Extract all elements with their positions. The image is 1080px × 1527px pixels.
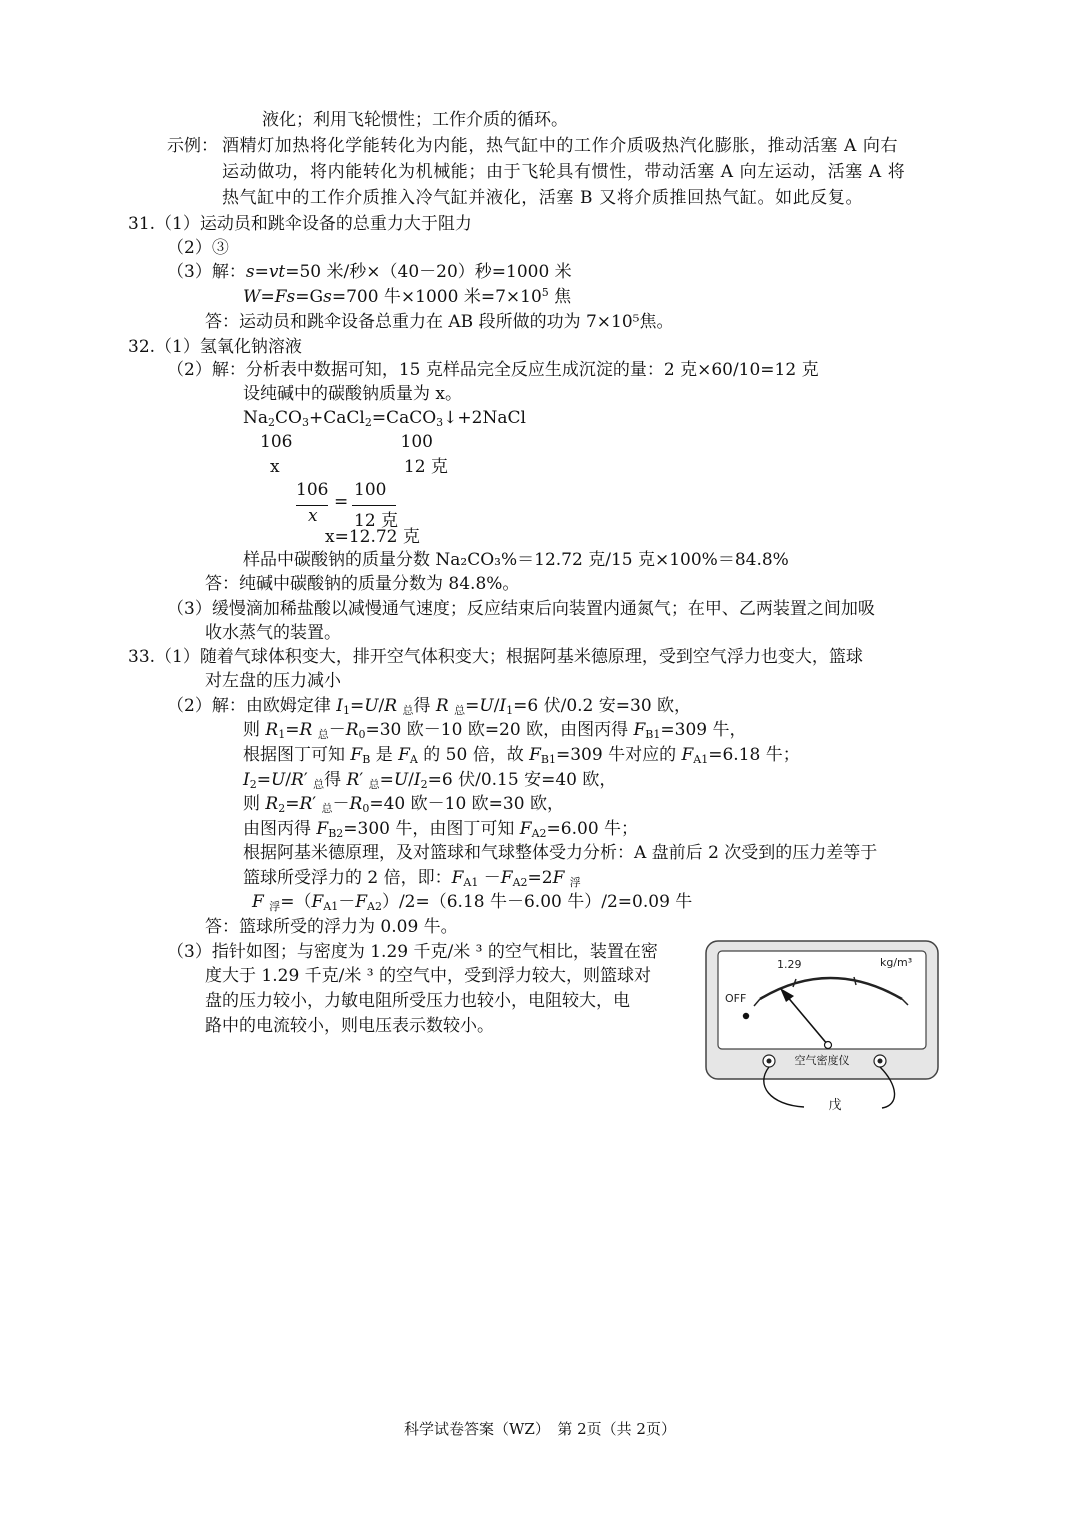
q33-part2-line2: 则 $R_1=R$ $_总-R_0=30$ 欧－10 欧=20 欧，由图丙得 $F_{B1}=309$ 牛， bbox=[243, 720, 747, 741]
right-numerator: 100 bbox=[354, 480, 387, 500]
q33-part3-line2: 度大于 1.29 千克/米 ³ 的空气中，受到浮力较大，则篮球对 bbox=[205, 966, 652, 986]
q33-part2-line9: F $_浮=(F_{A1}-F_{A2})/2=(6.18$ 牛－6.00 牛）/2=0.09 牛 bbox=[252, 892, 693, 913]
chemical-equation: $Na_2CO_3+CaCl_2=CaCO_3↓+2NaCl$ bbox=[243, 408, 526, 429]
q31-part1: 31.（1）运动员和跳伞设备的总重力大于阻力 bbox=[128, 214, 472, 234]
unknown-row: x 12 克 bbox=[270, 457, 448, 477]
q33-part2-line1: （2）解：由欧姆定律 $I_1=U/R$ $_总$得 R $_总=U/I_1=6$ 伏/0.2 安=30 欧， bbox=[167, 696, 692, 717]
figure-caption: 戊 bbox=[828, 1098, 842, 1113]
q33-part3-line3: 盘的压力较小，力敏电阻所受压力也较小，电阻较大，电 bbox=[205, 991, 630, 1011]
left-denominator: x bbox=[308, 506, 318, 526]
q33-part2-line7: 根据阿基米德原理，及对篮球和气球整体受力分析：A 盘前后 2 次受到的压力差等于 bbox=[243, 843, 878, 863]
mass-fraction-line: 样品中碳酸钠的质量分数 Na₂CO₃%＝12.72 克/15 克×100%＝84.8% bbox=[243, 550, 789, 570]
q33-answer: 答：篮球所受的浮力为 0.09 牛。 bbox=[205, 917, 458, 937]
text-line: 液化；利用飞轮惯性；工作介质的循环。 bbox=[262, 110, 568, 130]
q33-part3-line1: （3）指针如图；与密度为 1.29 千克/米 ³ 的空气相比，装置在密 bbox=[167, 942, 658, 962]
solution-result: x=12.72 克 bbox=[325, 527, 420, 547]
q31-part3-line1: （3）解：s=vt=50 米/秒×（40－20）秒=1000 米 bbox=[167, 262, 572, 282]
right-denominator: 12 克 bbox=[354, 511, 399, 531]
indicator-dot bbox=[743, 1013, 749, 1019]
off-label: OFF bbox=[725, 992, 747, 1005]
left-numerator: 106 bbox=[296, 480, 329, 500]
text-line: 运动做功，将内能转化为机械能；由于飞轮具有惯性，带动活塞 A 向左运动，活塞 A 将 bbox=[222, 162, 906, 182]
q33-part2-line6: 由图丙得 $F_{B2}=300$ 牛，由图丁可知 $F_{A2}=6.00$ 牛； bbox=[243, 819, 639, 840]
device-name-label: 空气密度仪 bbox=[794, 1054, 850, 1067]
text-line: 酒精灯加热将化学能转化为内能，热气缸中的工作介质吸热汽化膨胀，推动活塞 A 向右 bbox=[222, 136, 899, 156]
proportion bbox=[296, 480, 406, 530]
terminal-left-center bbox=[767, 1059, 772, 1064]
example-label: 示例： bbox=[167, 136, 218, 156]
q33-part2-line4: $I_2=U/R'$ $_总$得 R′ $_总=U/I_2=6$ 伏/0.15 安=40 欧， bbox=[243, 770, 617, 791]
needle-pivot bbox=[825, 1042, 832, 1049]
q33-part3-line4: 路中的电流较小，则电压表示数较小。 bbox=[205, 1016, 494, 1036]
q33-part1-line1: 33.（1）随着气球体积变大，排开空气体积变大；根据阿基米德原理，受到空气浮力也变大，篮球 bbox=[128, 647, 863, 667]
text-line: 热气缸中的工作介质推入冷气缸并液化，活塞 B 又将介质推回热气缸。如此反复。 bbox=[222, 188, 864, 208]
q31-part3-line2: W=Fs=Gs=700 牛×1000 米$=7\times 10^5$ 焦 bbox=[243, 286, 572, 307]
q32-part2-line2: 设纯碱中的碳酸钠质量为 x。 bbox=[243, 384, 462, 404]
unit-label: kg/m³ bbox=[880, 956, 913, 969]
molar-mass-row: 106 100 bbox=[260, 432, 433, 452]
q32-part3-line2: 收水蒸气的装置。 bbox=[205, 623, 341, 643]
q33-part1-line2: 对左盘的压力减小 bbox=[205, 671, 341, 691]
tick-label: 1.29 bbox=[777, 958, 802, 971]
air-density-meter-figure bbox=[700, 935, 945, 1120]
q32-part2-line1: （2）解：分析表中数据可知，15 克样品完全反应生成沉淀的量：2 克×60/10=12 克 bbox=[167, 360, 819, 380]
q32-answer: 答：纯碱中碳酸钠的质量分数为 84.8%。 bbox=[205, 574, 520, 594]
q32-part3-line1: （3）缓慢滴加稀盐酸以减慢通气速度；反应结束后向装置内通氮气；在甲、乙两装置之间加吸 bbox=[167, 599, 875, 619]
page-footer: 科学试卷答案（WZ） 第 2页（共 2页） bbox=[404, 1420, 676, 1438]
q31-part2: （2）③ bbox=[167, 238, 229, 258]
terminal-right-center bbox=[878, 1059, 883, 1064]
equals-sign: = bbox=[334, 492, 349, 512]
q31-answer: 答：运动员和跳伞设备总重力在 AB 段所做的功为 7×10⁵焦。 bbox=[205, 312, 674, 332]
q33-part2-line5: 则 $R_2=R'$ $_总-R_0=40$ 欧－10 欧=30 欧， bbox=[243, 794, 564, 815]
q33-part2-line3: 根据图丁可知 $F_B$ 是 $F_A$ 的 50 倍，故 $F_{B1}=309$ 牛对应的 $F_{A1}=6.18$ 牛； bbox=[243, 745, 800, 766]
q32-part1: 32.（1）氢氧化钠溶液 bbox=[128, 337, 302, 357]
q33-part2-line8: 篮球所受浮力的 2 倍，即：$F_{A1} -F_{A2}=2F$ $_浮$ bbox=[243, 868, 581, 889]
